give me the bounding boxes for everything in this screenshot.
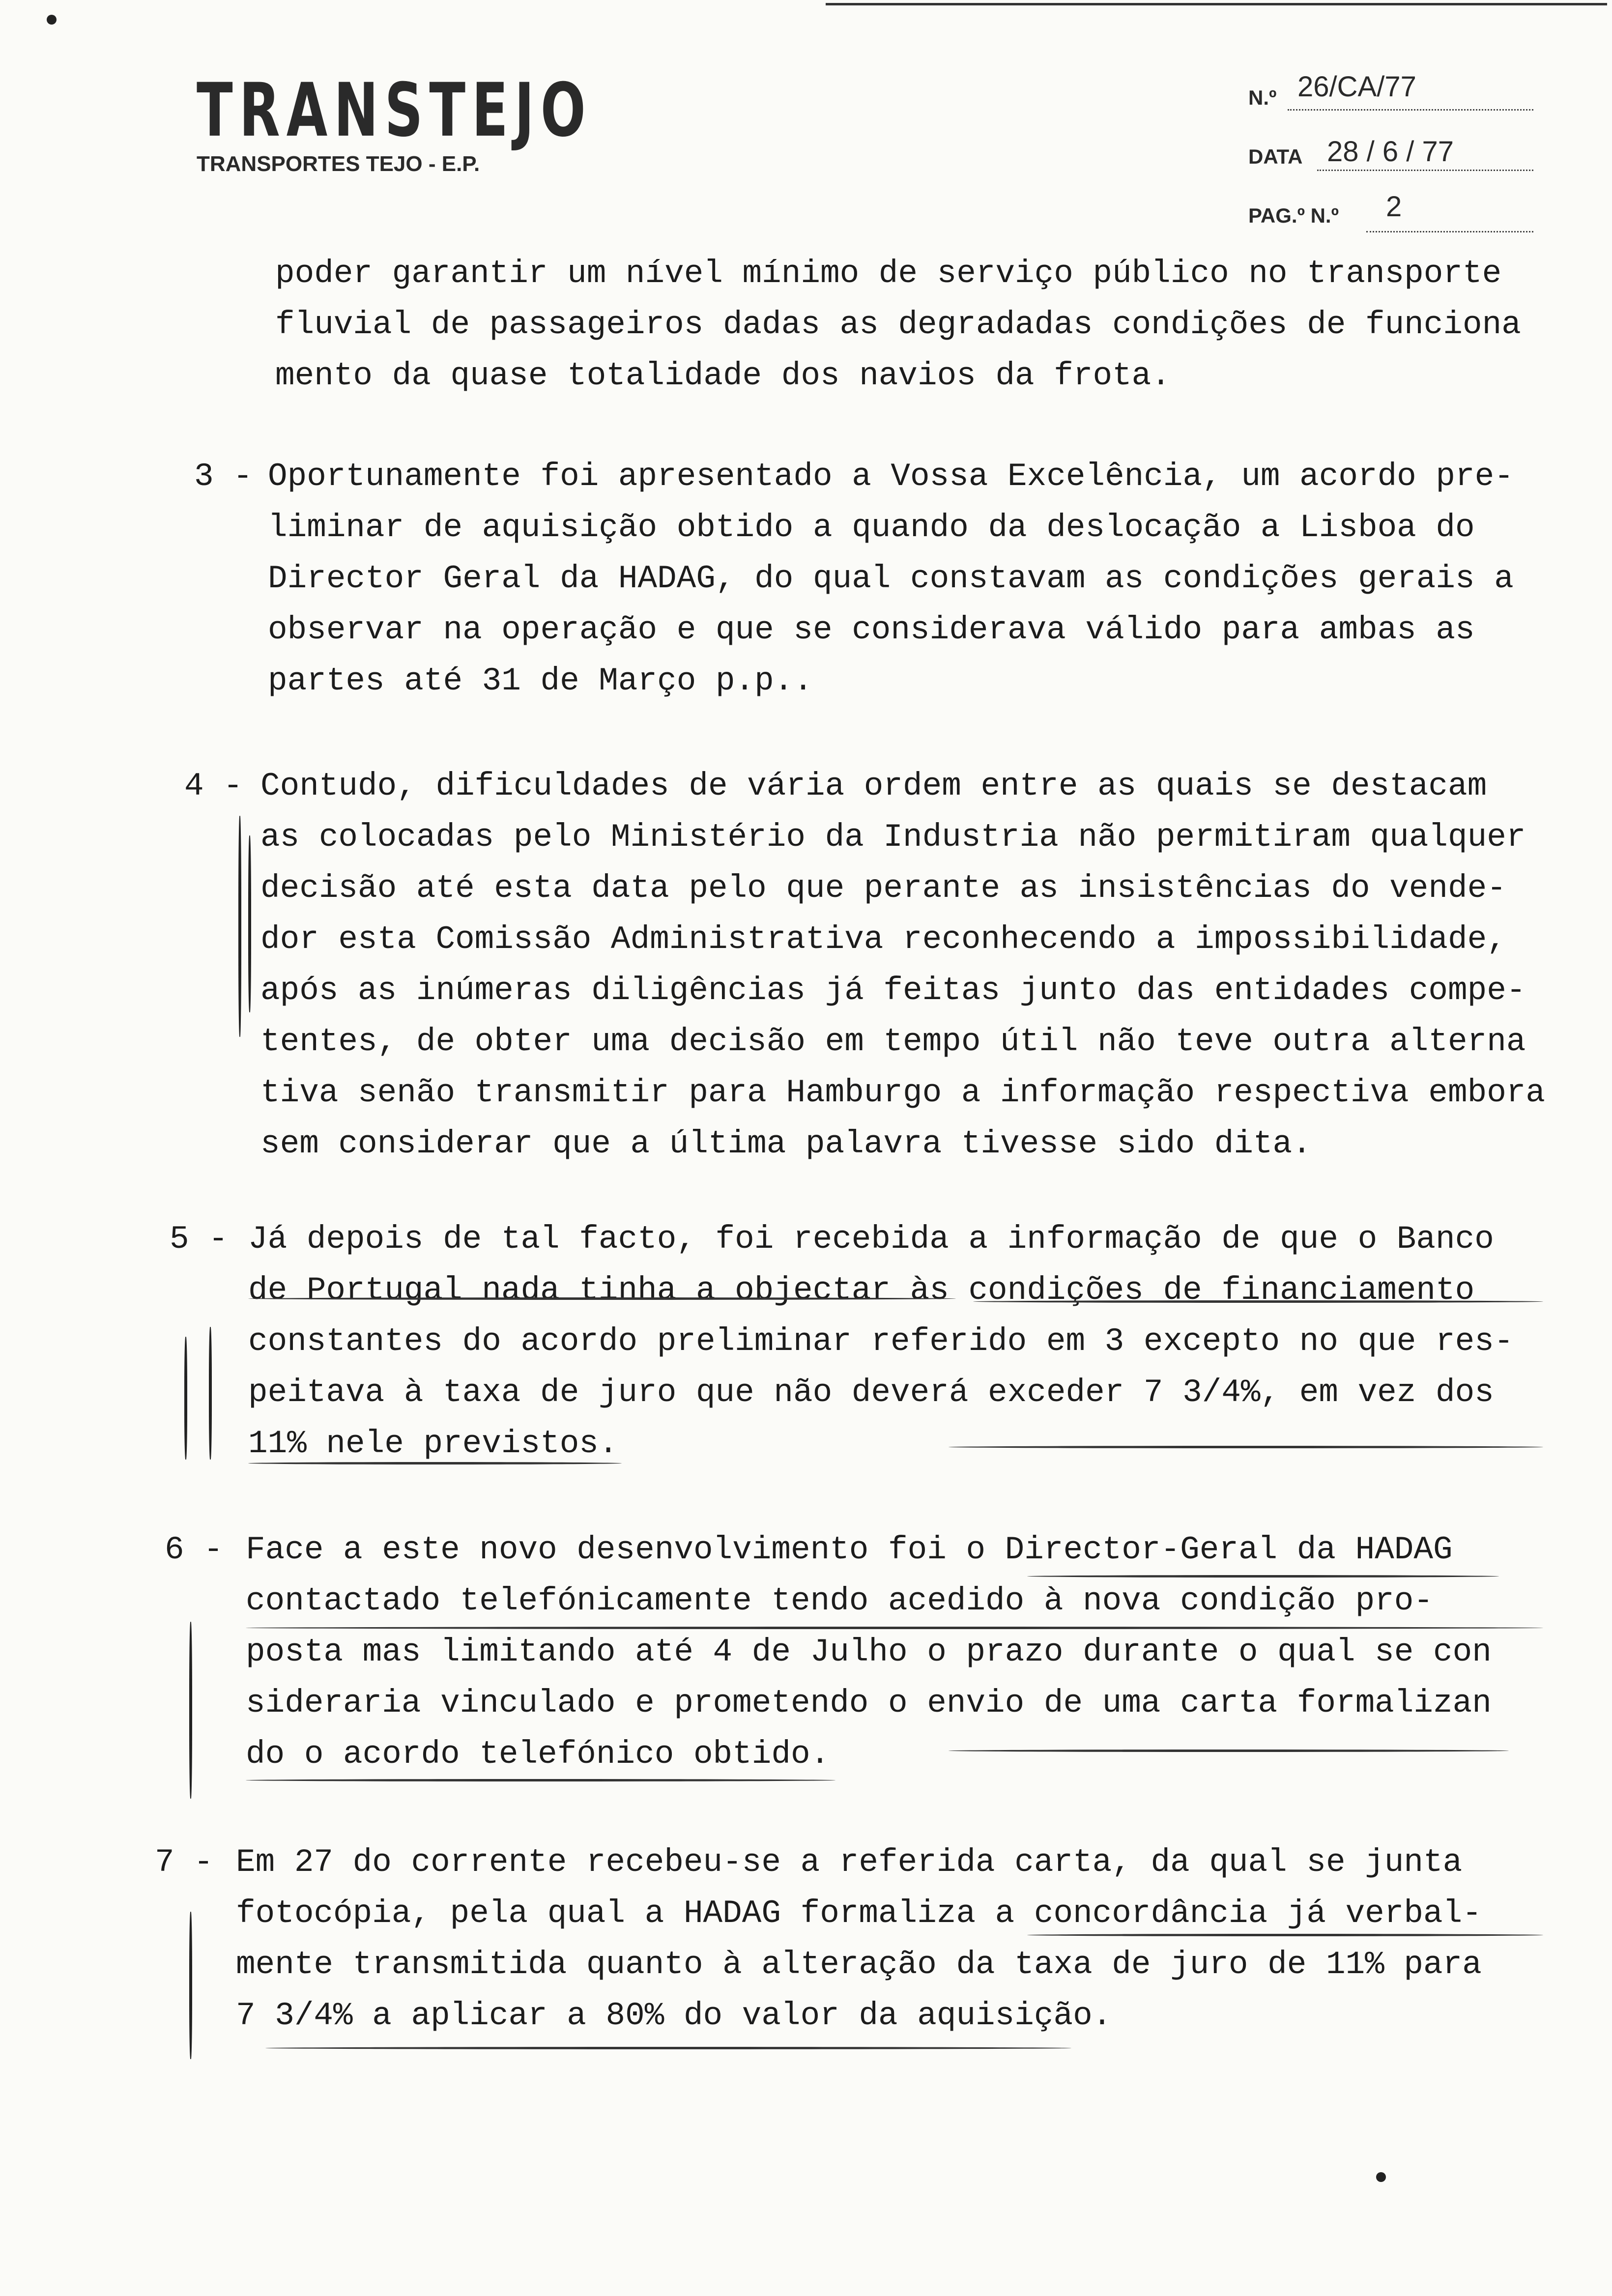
margin-mark — [189, 1622, 192, 1799]
transtejo-logo: TRANSTEJO — [197, 68, 592, 153]
page-value: 2 — [1386, 191, 1402, 223]
underline — [973, 1300, 1543, 1303]
item-4-paragraph — [260, 761, 1545, 1170]
text-line: Face a este novo desenvolvimento foi o Director-Geral da HADAG — [246, 1531, 1453, 1568]
text-line: peitava à taxa de juro que não deverá exceder 7 3/4%, em vez dos — [248, 1374, 1494, 1411]
item-6-number: 6 - — [165, 1531, 223, 1568]
company-name: TRANSPORTES TEJO - E.P. — [197, 152, 480, 176]
date-label: DATA — [1248, 145, 1303, 168]
margin-mark — [238, 816, 241, 1037]
text-line: 11% nele previstos. — [248, 1425, 618, 1462]
item-4-number: 4 - — [184, 768, 243, 804]
text-line: de Portugal nada tinha a objectar às condições de financiamento — [248, 1272, 1475, 1309]
scan-speck — [1376, 2172, 1386, 2182]
text-line: dor esta Comissão Administrativa reconhecendo a impossibilidade, — [260, 921, 1506, 958]
date-line — [1317, 170, 1533, 171]
item-7-paragraph — [236, 1837, 1482, 2041]
text-line: Oportunamente foi apresentado a Vossa Excelência, um acordo pre- — [268, 458, 1514, 495]
text-line: Contudo, dificuldades de vária ordem entre as quais se destacam — [260, 768, 1487, 804]
underline — [1027, 1575, 1499, 1578]
text-line: sideraria vinculado e prometendo o envio de uma carta formalizan — [246, 1685, 1492, 1722]
item-5-paragraph — [248, 1214, 1513, 1469]
underline — [949, 1750, 1509, 1752]
text-line: poder garantir um nível mínimo de serviço público no transporte — [275, 255, 1502, 292]
margin-mark — [189, 1912, 192, 2059]
text-line: após as inúmeras diligências já feitas junto das entidades compe- — [260, 972, 1526, 1009]
page-label: PAG.º N.º — [1248, 204, 1339, 227]
date-value: 28 / 6 / 77 — [1327, 136, 1454, 168]
text-line: mente transmitida quanto à alteração da taxa de juro de 11% para — [236, 1946, 1482, 1983]
text-line: tentes, de obter uma decisão em tempo útil não teve outra alterna — [260, 1023, 1526, 1060]
top-rule — [826, 3, 1607, 5]
number-line — [1288, 109, 1533, 111]
underline — [248, 1462, 622, 1464]
text-line: mento da quase totalidade dos navios da frota. — [275, 357, 1171, 394]
text-line: Director Geral da HADAG, do qual constavam as condições gerais a — [268, 560, 1514, 597]
item-3-paragraph — [268, 451, 1514, 707]
item-3-number: 3 - — [194, 458, 253, 495]
text-line: do o acordo telefónico obtido. — [246, 1736, 830, 1773]
margin-mark — [248, 835, 251, 1012]
text-line: constantes do acordo preliminar referido em 3 excepto no que res- — [248, 1323, 1514, 1360]
text-line: partes até 31 de Março p.p.. — [268, 662, 813, 699]
text-line: fluvial de passageiros dadas as degradadas condições de funciona — [275, 306, 1521, 343]
text-line: as colocadas pelo Ministério da Industria não permitiram qualquer — [260, 819, 1526, 856]
scan-speck — [47, 15, 57, 25]
text-line: sem considerar que a última palavra tivesse sido dita. — [260, 1125, 1312, 1162]
underline — [265, 2047, 1071, 2049]
number-value: 26/CA/77 — [1297, 71, 1416, 103]
margin-mark — [184, 1337, 187, 1460]
text-line: Já depois de tal facto, foi recebida a informação de que o Banco — [248, 1221, 1494, 1258]
margin-mark — [209, 1327, 212, 1460]
number-label: N.º — [1248, 86, 1277, 109]
text-line: Em 27 do corrente recebeu-se a referida carta, da qual se junta — [236, 1844, 1463, 1881]
item-5-number: 5 - — [170, 1221, 228, 1258]
underline — [949, 1446, 1543, 1448]
underline — [1027, 1934, 1543, 1936]
text-line: tiva senão transmitir para Hamburgo a informação respectiva embora — [260, 1074, 1546, 1111]
intro-paragraph — [275, 248, 1521, 402]
underline — [248, 1297, 956, 1300]
page-line — [1366, 231, 1533, 232]
underline — [246, 1779, 835, 1781]
text-line: fotocópia, pela qual a HADAG formaliza a concordância já verbal- — [236, 1895, 1482, 1932]
text-line: posta mas limitando até 4 de Julho o prazo durante o qual se con — [246, 1634, 1492, 1670]
text-line: decisão até esta data pelo que perante as insistências do vende- — [260, 870, 1506, 907]
underline — [246, 1627, 1543, 1629]
text-line: 7 3/4% a aplicar a 80% do valor da aquisição. — [236, 1997, 1112, 2034]
text-line: contactado telefónicamente tendo acedido à nova condição pro- — [246, 1582, 1433, 1619]
item-7-number: 7 - — [155, 1844, 213, 1881]
item-6-paragraph — [246, 1524, 1492, 1780]
text-line: observar na operação e que se considerava válido para ambas as — [268, 611, 1475, 648]
text-line: liminar de aquisição obtido a quando da deslocação a Lisboa do — [268, 509, 1475, 546]
